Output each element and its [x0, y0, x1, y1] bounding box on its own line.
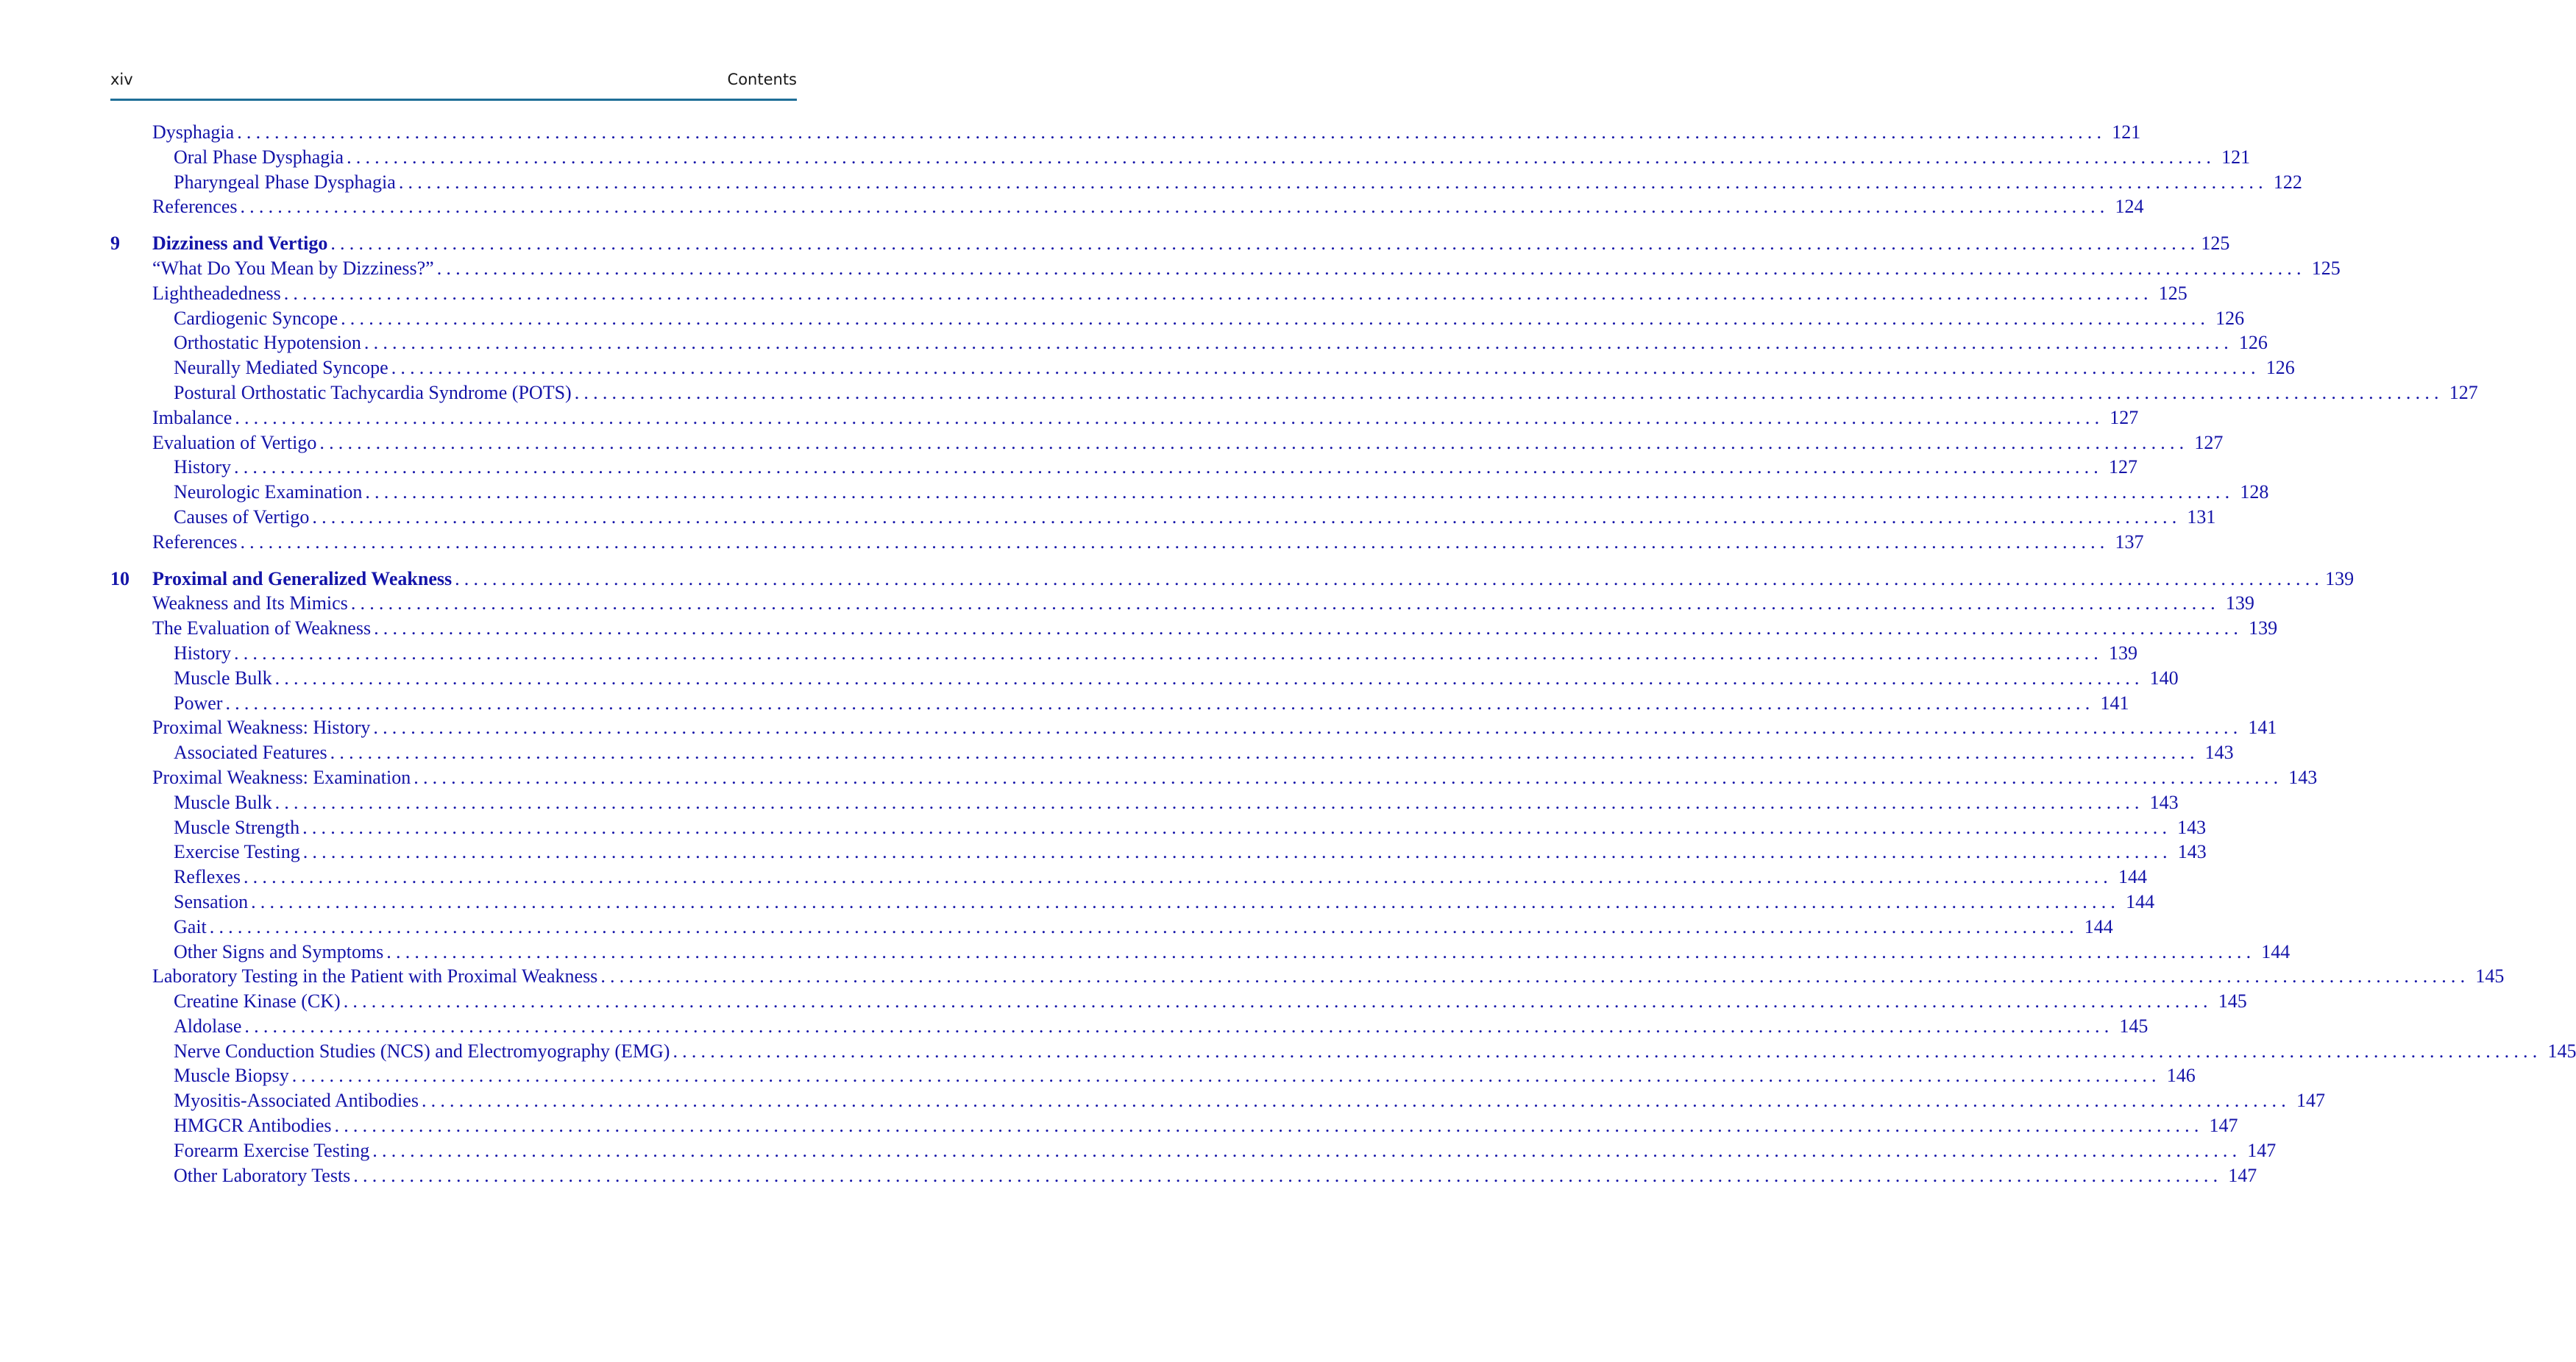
- dot-leader: ........................................................................................................................................................................................................: [312, 506, 2182, 528]
- toc-section-entry[interactable]: [110, 1138, 2277, 1163]
- section-title-link[interactable]: Oral Phase Dysphagia: [174, 146, 344, 168]
- toc-section-entry[interactable]: [110, 666, 2179, 691]
- toc-section-entry[interactable]: [110, 591, 2254, 616]
- toc-entry-line: [174, 641, 2137, 666]
- section-title-link[interactable]: Postural Orthostatic Tachycardia Syndrome (POTS): [174, 381, 572, 403]
- dot-leader: ........................................................................................................................................................................................................: [234, 642, 2103, 664]
- toc-section-entry[interactable]: [110, 194, 2144, 219]
- page-number-link[interactable]: 147: [2247, 1139, 2277, 1161]
- page-number-link[interactable]: 125: [2201, 233, 2230, 255]
- page-number: xiv: [110, 71, 133, 88]
- toc-section-entry[interactable]: [110, 1063, 2196, 1088]
- section-title-link[interactable]: Other Signs and Symptoms: [174, 940, 384, 962]
- header-rule: [110, 99, 797, 101]
- toc-entry-line: [174, 740, 2234, 765]
- toc-section-entry[interactable]: [110, 355, 2295, 380]
- section-title-link[interactable]: Neurally Mediated Syncope: [174, 357, 388, 379]
- toc-entry-line: [152, 256, 2341, 281]
- page-number-link[interactable]: 143: [2288, 766, 2318, 788]
- toc-entry-line: [174, 1138, 2277, 1163]
- dot-leader: ........................................................................................................................................................................................................: [235, 406, 2104, 428]
- toc-section-entry[interactable]: [110, 691, 2129, 716]
- dot-leader: ........................................................................................................................................................................................................: [243, 866, 2112, 888]
- section-title-link[interactable]: Laboratory Testing in the Patient with Proximal Weakness: [152, 965, 598, 987]
- toc-entry-line: [174, 1014, 2149, 1039]
- toc-section-entry[interactable]: [110, 865, 2147, 890]
- section-title-link[interactable]: “What Do You Mean by Dizziness?”: [152, 257, 434, 279]
- page-number-link[interactable]: 144: [2118, 866, 2147, 888]
- toc-entry-line: [174, 505, 2216, 530]
- page-number-link[interactable]: 122: [2273, 171, 2302, 193]
- toc-entry-line: [152, 715, 2277, 740]
- page-number-link[interactable]: 127: [2109, 456, 2137, 478]
- dot-leader: ........................................................................................................................................................................................................: [234, 456, 2103, 478]
- page-number-link[interactable]: 127: [2110, 406, 2139, 428]
- section-title-link[interactable]: Aldolase: [174, 1015, 242, 1037]
- toc-entry-line: [152, 194, 2144, 219]
- table-of-contents: [110, 120, 2576, 1188]
- toc-section-entry[interactable]: [110, 915, 2113, 940]
- toc-section-entry[interactable]: [110, 145, 2251, 170]
- toc-entry-line: [174, 840, 2207, 865]
- dot-leader: ........................................................................................................................................................................................................: [372, 1139, 2242, 1161]
- toc-entry-line: [152, 530, 2144, 555]
- toc-section-entry[interactable]: [110, 790, 2179, 815]
- toc-entry-line: [174, 1113, 2238, 1138]
- dot-leader: ........................................................................................................................................................................................................: [353, 1164, 2223, 1186]
- section-title-link[interactable]: Creatine Kinase (CK): [174, 990, 341, 1012]
- toc-entry-line: [174, 666, 2179, 691]
- toc-entry-line: [174, 380, 2478, 405]
- page-number-link[interactable]: 143: [2149, 791, 2179, 813]
- page-number-link[interactable]: 145: [2475, 965, 2505, 987]
- toc-entry-line: [152, 405, 2139, 430]
- toc-entry-line: [174, 1088, 2325, 1113]
- toc-section-entry[interactable]: [110, 1088, 2325, 1113]
- toc-entry-line: [174, 145, 2251, 170]
- dot-leader: ........................................................................................................................................................................................................: [225, 692, 2095, 714]
- section-title-link[interactable]: Forearm Exercise Testing: [174, 1139, 370, 1161]
- section-title-link[interactable]: Muscle Bulk: [174, 667, 272, 689]
- dot-leader: ........................................................................................................................................................................................................: [274, 791, 2144, 813]
- toc-entry-line: [174, 915, 2113, 940]
- page-number-link[interactable]: 147: [2296, 1090, 2325, 1112]
- section-title-link[interactable]: References: [152, 196, 238, 218]
- toc-section-entry[interactable]: [110, 430, 2224, 455]
- dot-leader: ........................................................................................................................................................................................................: [373, 717, 2243, 739]
- toc-section-entry[interactable]: [110, 170, 2302, 195]
- page-number-link[interactable]: 146: [2166, 1065, 2196, 1087]
- dot-leader: ........................................................................................................................................................................................................: [302, 816, 2172, 838]
- section-title-link[interactable]: Causes of Vertigo: [174, 506, 310, 528]
- section-title-link[interactable]: Dysphagia: [152, 121, 235, 143]
- page-number-link[interactable]: 139: [2109, 642, 2137, 664]
- page-number-link[interactable]: 144: [2126, 890, 2155, 912]
- section-title-link[interactable]: Myositis-Associated Antibodies: [174, 1090, 419, 1112]
- toc-section-entry[interactable]: [110, 1113, 2238, 1138]
- toc-section-entry[interactable]: [110, 405, 2139, 430]
- dot-leader: ........................................................................................................................................................................................................: [347, 146, 2216, 168]
- dot-leader: ........................................................................................................................................................................................................: [436, 257, 2306, 279]
- toc-section-entry[interactable]: [110, 505, 2216, 530]
- page-number-link[interactable]: 127: [2449, 381, 2478, 403]
- section-title-link[interactable]: Exercise Testing: [174, 841, 300, 863]
- page-number-link[interactable]: 126: [2238, 332, 2268, 354]
- toc-entry-line: [152, 231, 2230, 256]
- dot-leader: ........................................................................................................................................................................................................: [341, 307, 2210, 329]
- page-number-link[interactable]: 139: [2325, 567, 2355, 589]
- toc-section-entry[interactable]: [110, 480, 2269, 505]
- page-number-link[interactable]: 121: [2221, 146, 2251, 168]
- toc-entry-line: [174, 815, 2207, 840]
- page-number-link[interactable]: 143: [2177, 841, 2207, 863]
- page-number-link[interactable]: 147: [2228, 1164, 2257, 1186]
- section-title-link[interactable]: Muscle Strength: [174, 816, 300, 838]
- dot-leader: ........................................................................................................................................................................................................: [350, 592, 2220, 614]
- section-title-link[interactable]: References: [152, 531, 238, 553]
- page-number-link[interactable]: 128: [2240, 481, 2269, 503]
- toc-section-entry[interactable]: [110, 330, 2268, 355]
- dot-leader: ........................................................................................................................................................................................................: [251, 890, 2121, 912]
- dot-leader: ........................................................................................................................................................................................................: [363, 332, 2233, 354]
- dot-leader: ........................................................................................................................................................................................................: [319, 431, 2189, 453]
- toc-entry-line: [152, 616, 2278, 641]
- page-number-link[interactable]: 121: [2112, 121, 2141, 143]
- toc-section-entry[interactable]: [110, 740, 2234, 765]
- dot-leader: ........................................................................................................................................................................................................: [302, 841, 2172, 863]
- page-header: [110, 71, 797, 93]
- page-number-link[interactable]: 127: [2194, 431, 2224, 453]
- page-number-link[interactable]: 145: [2218, 990, 2247, 1012]
- section-title-link[interactable]: Orthostatic Hypotension: [174, 332, 361, 354]
- section-title-link[interactable]: Other Laboratory Tests: [174, 1164, 351, 1186]
- dot-leader: ........................................................................................................................................................................................................: [334, 1115, 2204, 1137]
- section-title-link[interactable]: Pharyngeal Phase Dysphagia: [174, 171, 396, 193]
- chapter-title-link[interactable]: Proximal and Generalized Weakness: [152, 567, 453, 589]
- toc-section-entry[interactable]: [110, 715, 2277, 740]
- toc-entry-line: [174, 691, 2129, 716]
- toc-section-entry[interactable]: [110, 256, 2341, 281]
- dot-leader: ........................................................................................................................................................................................................: [398, 171, 2268, 193]
- section-title-link[interactable]: Imbalance: [152, 406, 233, 428]
- toc-section-entry[interactable]: [110, 840, 2207, 865]
- toc-section-entry[interactable]: [110, 530, 2144, 555]
- toc-entry-line: [174, 330, 2268, 355]
- toc-entry-line: [174, 306, 2245, 331]
- section-title-link[interactable]: Neurologic Examination: [174, 481, 363, 503]
- dot-leader: ........................................................................................................................................................................................................: [237, 121, 2107, 143]
- dot-leader: ........................................................................................................................................................................................................: [673, 1040, 2542, 1062]
- page-number-link[interactable]: 137: [2115, 531, 2144, 553]
- dot-leader: ........................................................................................................................................................................................................: [240, 196, 2110, 218]
- toc-section-entry[interactable]: [110, 281, 2188, 306]
- toc-entry-line: [174, 790, 2179, 815]
- toc-section-entry[interactable]: [110, 1039, 2576, 1064]
- toc-section-entry[interactable]: [110, 455, 2137, 480]
- toc-chapter-entry[interactable]: [110, 231, 2230, 256]
- toc-entry-line: [152, 120, 2141, 145]
- section-title-link[interactable]: Associated Features: [174, 742, 327, 764]
- page-number-link[interactable]: 145: [2119, 1015, 2149, 1037]
- toc-entry-line: [174, 455, 2137, 480]
- dot-leader: ........................................................................................................................................................................................................: [274, 667, 2144, 689]
- page-number-link[interactable]: 141: [2248, 717, 2277, 739]
- section-title-link[interactable]: Gait: [174, 915, 207, 937]
- toc-entry-line: [174, 480, 2269, 505]
- page-number-link[interactable]: 139: [2249, 617, 2278, 639]
- toc-section-entry[interactable]: [110, 815, 2207, 840]
- toc-chapter-entry[interactable]: [110, 567, 2355, 592]
- page-number-link[interactable]: 143: [2204, 742, 2234, 764]
- page-number-link[interactable]: 140: [2149, 667, 2179, 689]
- section-title-link[interactable]: Nerve Conduction Studies (NCS) and Electromyography (EMG): [174, 1040, 670, 1062]
- dot-leader: ........................................................................................................................................................................................................: [291, 1065, 2161, 1087]
- page-number-link[interactable]: 131: [2187, 506, 2216, 528]
- dot-leader: ........................................................................................................................................................................................................: [374, 617, 2243, 639]
- page-number-link[interactable]: 141: [2100, 692, 2129, 714]
- dot-leader: ........................................................................................................................................................................................................: [414, 766, 2283, 788]
- toc-entry-line: [174, 865, 2147, 890]
- toc-section-entry[interactable]: [110, 306, 2245, 331]
- toc-section-entry[interactable]: [110, 641, 2137, 666]
- section-title-link[interactable]: Sensation: [174, 890, 249, 912]
- dot-leader: ........................................................................................................................................................................................................: [330, 742, 2199, 764]
- chapter-title-link[interactable]: Dizziness and Vertigo: [152, 233, 328, 255]
- toc-entry-line: [174, 940, 2291, 965]
- page-number-link[interactable]: 124: [2115, 196, 2144, 218]
- dot-leader: ........................................................................................................................................................................................................: [365, 481, 2235, 503]
- dot-leader: ........................................................................................................................................................................................................: [283, 282, 2153, 304]
- page-number-link[interactable]: 126: [2215, 307, 2245, 329]
- toc-entry-line: [152, 964, 2505, 989]
- toc-entry-line: [174, 1063, 2196, 1088]
- page-number-link[interactable]: 125: [2311, 257, 2341, 279]
- section-title-link[interactable]: HMGCR Antibodies: [174, 1115, 332, 1137]
- dot-leader: ........................................................................................................................................................................................................: [455, 567, 2324, 589]
- toc-entry-line: [174, 1163, 2257, 1188]
- page-number-link[interactable]: 126: [2265, 357, 2295, 379]
- dot-leader: ........................................................................................................................................................................................................: [386, 940, 2256, 962]
- toc-entry-line: [174, 890, 2155, 915]
- page-number-link[interactable]: 144: [2261, 940, 2291, 962]
- toc-section-entry[interactable]: [110, 1163, 2257, 1188]
- toc-entry-line: [152, 765, 2318, 790]
- section-title-link[interactable]: History: [174, 456, 231, 478]
- section-title-link[interactable]: Reflexes: [174, 866, 241, 888]
- section-title-link[interactable]: Proximal Weakness: History: [152, 717, 371, 739]
- section-title-link[interactable]: Cardiogenic Syncope: [174, 307, 338, 329]
- page-number-link[interactable]: 125: [2158, 282, 2188, 304]
- running-title: Contents: [727, 71, 797, 88]
- dot-leader: ........................................................................................................................................................................................................: [244, 1015, 2114, 1037]
- toc-section-entry[interactable]: [110, 890, 2155, 915]
- dot-leader: ........................................................................................................................................................................................................: [600, 965, 2470, 987]
- section-title-link[interactable]: Evaluation of Vertigo: [152, 431, 317, 453]
- toc-section-entry[interactable]: [110, 120, 2141, 145]
- dot-leader: ........................................................................................................................................................................................................: [209, 915, 2079, 937]
- page-number-link[interactable]: 147: [2209, 1115, 2238, 1137]
- toc-entry-line: [152, 591, 2254, 616]
- toc-entry-line: [174, 355, 2295, 380]
- dot-leader: ........................................................................................................................................................................................................: [343, 990, 2213, 1012]
- toc-section-entry[interactable]: [110, 940, 2291, 965]
- toc-entry-line: [152, 567, 2355, 592]
- page-number-link[interactable]: 139: [2225, 592, 2254, 614]
- section-title-link[interactable]: Muscle Bulk: [174, 791, 272, 813]
- section-title-link[interactable]: History: [174, 642, 231, 664]
- toc-section-entry[interactable]: [110, 1014, 2149, 1039]
- section-title-link[interactable]: Lightheadedness: [152, 282, 281, 304]
- section-title-link[interactable]: Power: [174, 692, 223, 714]
- toc-entry-line: [174, 170, 2302, 195]
- toc-section-entry[interactable]: [110, 616, 2278, 641]
- chapter-number: 10: [110, 567, 129, 589]
- toc-section-entry[interactable]: [110, 989, 2247, 1014]
- section-title-link[interactable]: The Evaluation of Weakness: [152, 617, 372, 639]
- toc-entry-line: [174, 989, 2247, 1014]
- dot-leader: ........................................................................................................................................................................................................: [240, 531, 2110, 553]
- section-title-link[interactable]: Muscle Biopsy: [174, 1065, 289, 1087]
- toc-section-entry[interactable]: [110, 765, 2318, 790]
- dot-leader: ........................................................................................................................................................................................................: [421, 1090, 2291, 1112]
- toc-section-entry[interactable]: [110, 380, 2478, 405]
- chapter-number: 9: [110, 233, 120, 255]
- dot-leader: ........................................................................................................................................................................................................: [330, 233, 2200, 255]
- section-title-link[interactable]: Weakness and Its Mimics: [152, 592, 348, 614]
- dot-leader: ........................................................................................................................................................................................................: [574, 381, 2444, 403]
- toc-entry-line: [174, 1039, 2576, 1064]
- toc-entry-line: [152, 430, 2224, 455]
- dot-leader: ........................................................................................................................................................................................................: [391, 357, 2260, 379]
- toc-entry-line: [152, 281, 2188, 306]
- page-number-link[interactable]: 144: [2084, 915, 2113, 937]
- page-number-link[interactable]: 145: [2547, 1040, 2576, 1062]
- section-title-link[interactable]: Proximal Weakness: Examination: [152, 766, 411, 788]
- page-number-link[interactable]: 143: [2177, 816, 2207, 838]
- toc-section-entry[interactable]: [110, 964, 2505, 989]
